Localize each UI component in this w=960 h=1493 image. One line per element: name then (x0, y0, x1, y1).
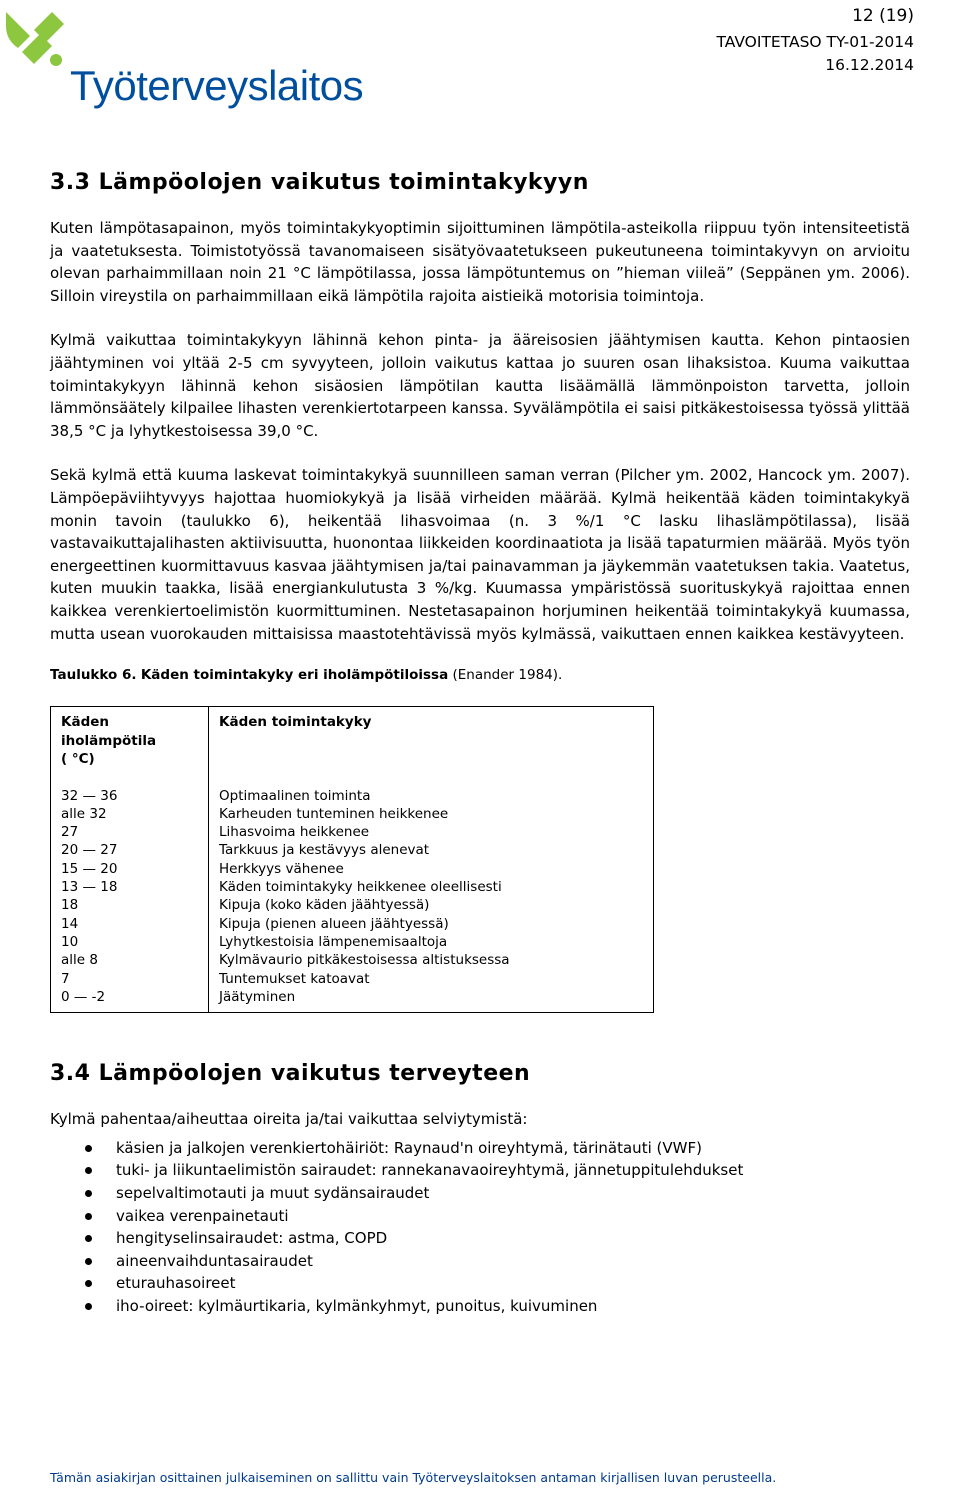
document-code: TAVOITETASO TY-01-2014 (716, 33, 914, 51)
temp-value: 7 (61, 970, 70, 987)
temp-value: 20 — 27 (61, 842, 118, 859)
col1-header-line: Käden (61, 714, 110, 731)
temp-value: 27 (61, 824, 79, 841)
condition-list (50, 1137, 910, 1318)
effect-value: Käden toimintakyky heikkenee oleellisesti (219, 879, 502, 896)
effect-value: Kipuja (pienen alueen jäähtyessä) (219, 915, 449, 932)
effect-value: Lyhytkestoisia lämpenemisaaltoja (219, 933, 448, 950)
document-date: 16.12.2014 (825, 56, 914, 74)
hand-function-table (50, 706, 654, 1013)
organization-logo (0, 0, 364, 110)
table-row (51, 707, 654, 1013)
temp-value: 10 (61, 933, 79, 950)
logo-wordmark: Työterveyslaitos (70, 62, 364, 109)
section-title-3-4: 3.4 Lämpöolojen vaikutus terveyteen (50, 1061, 531, 1087)
effect-value: Lihasvoima heikkenee (219, 824, 370, 841)
caption-source: (Enander 1984). (452, 667, 563, 684)
logo-mark-icon (0, 0, 75, 75)
list-item: sepelvaltimotauti ja muut sydänsairaudet (50, 1182, 910, 1205)
table-caption (50, 667, 910, 683)
temp-value: 0 — -2 (61, 988, 106, 1005)
col2-header: Käden toimintakyky (219, 714, 372, 731)
effect-value: Tarkkuus ja kestävyys alenevat (219, 842, 430, 859)
table-cell-effects (209, 707, 654, 1013)
temp-value: 13 — 18 (61, 879, 118, 896)
document-body (50, 170, 910, 1318)
effect-list (219, 787, 643, 1007)
paragraph-2: Kylmä vaikuttaa toimintakykyyn lähinnä kehon pinta- ja ääreisosien jäähtymisen kautta. Kehon pintaosien jäähtyminen voi yltää 2-5 cm syvyyteen, jolloin vaikutus kattaa jo suuren osan lihaksistoa. Kuuma vaikuttaa toimintakykyyn lähinnä kehon sisäosien lämpötilan kautta lisäämällä lämmönpoiston tarvetta, jolloin lämmönsäätely kilpailee lihasten verenkiertotarpeen kanssa. Syvälämpötila ei saisi pitkäkestoisessa työssä ylittää 38,5 °C ja lyhytkestoisessa 39,0 °C. (50, 331, 910, 440)
temp-value: alle 8 (61, 952, 98, 969)
effect-value: Kylmävaurio pitkäkestoisessa altistuksessa (219, 952, 510, 969)
section-title-3-3: 3.3 Lämpöolojen vaikutus toimintakykyyn (50, 170, 589, 195)
effect-value: Herkkyys vähenee (219, 860, 344, 877)
effect-value: Jäätyminen (219, 988, 296, 1005)
list-item: eturauhasoireet (50, 1272, 910, 1295)
footer-notice: Tämän asiakirjan osittainen julkaiseminen on sallittu vain Työterveyslaitoksen antaman kirjallisen luvan perusteella. (50, 1470, 777, 1485)
temp-value: 18 (61, 897, 79, 914)
list-item: aineenvaihduntasairaudet (50, 1250, 910, 1273)
list-item: iho-oireet: kylmäurtikaria, kylmänkyhmyt, punoitus, kuivuminen (50, 1295, 910, 1318)
col1-header-line: iholämpötila (61, 732, 157, 749)
paragraph-3: Sekä kylmä että kuuma laskevat toimintakykyä suunnilleen saman verran (Pilcher ym. 2002, Hancock ym. 2007). Lämpöepäviihtyvyys hajottaa huomiokykyä ja lisää virheiden määrää. Kylmä heikentää käden toimintakykyä monin tavoin (taulukko 6), heikentää lihasvoimaa (n. 3 %/1 °C lasku lihaslämpötilassa), lisää vastavaikuttajalihasten aktiivisuutta, huonontaa liikkeiden koordinaatiota ja lisää tapaturmien määrää. Myös työn energeettinen kuormittavuus kasvaa jäähtymisen ja/tai painavamman ja jäykemmän vaatetuksen takia. Vaatetus, kuten muukin taakka, lisää energiankulutusta 3 %/kg. Kuumassa ympäristössä suorituskykyä rajoittaa ennen kaikkea verenkiertoelimistön kuormittuminen. Nestetasapainon horjuminen heikentää toimintakykyä kuumassa, mutta usean vuorokauden mittaisissa maastotehtävissä myös kylmässä, vaikuttaen ennen kaikkea kestävyyteen. (50, 466, 910, 643)
paragraph-1: Kuten lämpötasapainon, myös toimintakykyoptimin sijoittuminen lämpötila-asteikolla riippuu työn intensiteetistä ja vaatetuksesta. Toimistotyössä tavanomaiseen sisätyövaatetukseen pukeutuneena toimintakyvyn on arvioitu olevan parhaimmillaan noin 21 °C lämpötilassa, jossa lämpötuntemus on ”hieman viileä” (Seppänen ym. 2006). Silloin vireystila on parhaimmillaan eikä lämpötila rajoita aistieikä motorisia toimintoja. (50, 219, 910, 305)
temp-value: 14 (61, 915, 79, 932)
col1-header-line: ( °C) (61, 751, 95, 768)
effect-value: Kipuja (koko käden jäähtyessä) (219, 897, 430, 914)
effect-value: Optimaalinen toiminta (219, 787, 371, 804)
effect-value: Tuntemukset katoavat (219, 970, 370, 987)
temp-value: 15 — 20 (61, 860, 118, 877)
effect-value: Karheuden tunteminen heikkenee (219, 805, 449, 822)
col1-header (61, 713, 198, 769)
temp-value: alle 32 (61, 805, 107, 822)
list-item: vaikea verenpainetauti (50, 1205, 910, 1228)
list-item: hengityselinsairaudet: astma, COPD (50, 1227, 910, 1250)
temp-list (61, 787, 198, 1007)
temp-value: 32 — 36 (61, 787, 118, 804)
page-number: 12 (19) (852, 6, 914, 26)
table-cell-temps (51, 707, 209, 1013)
section-intro: Kylmä pahentaa/aiheuttaa oireita ja/tai vaikuttaa selviytymistä: (50, 1110, 528, 1129)
list-item: käsien ja jalkojen verenkiertohäiriöt: Raynaud'n oireyhtymä, tärinätauti (VWF) (50, 1137, 910, 1160)
caption-label: Taulukko 6. (50, 667, 137, 684)
caption-title: Käden toimintakyky eri iholämpötiloissa (140, 667, 449, 684)
list-item: tuki- ja liikuntaelimistön sairaudet: rannekanavaoireyhtymä, jännetuppitulehdukset (50, 1159, 910, 1182)
